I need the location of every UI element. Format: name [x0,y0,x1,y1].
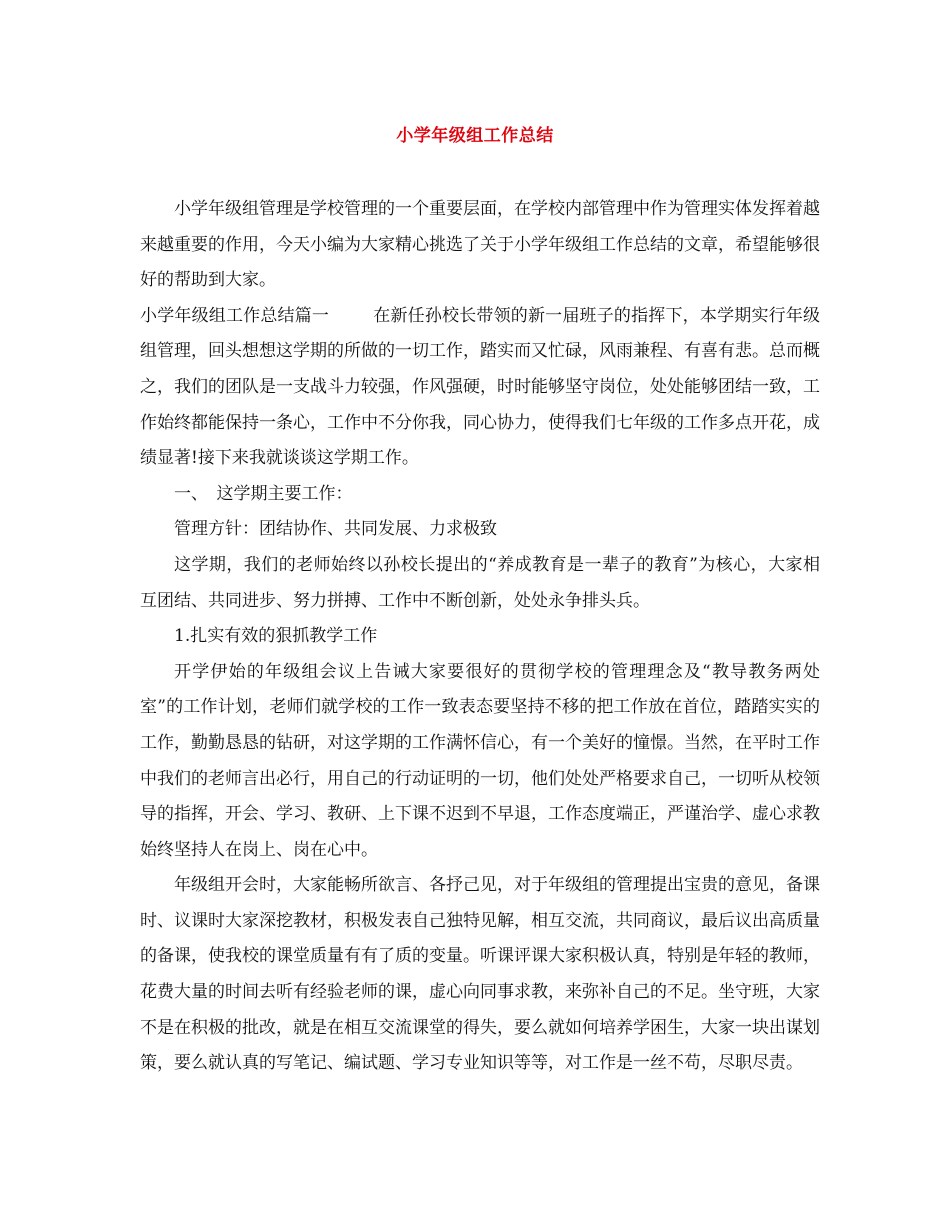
policy-line: 管理方针：团结协作、共同发展、力求极致 [174,519,497,540]
part1-text: 在新任孙校长带领的新一届班子的指挥下，本学期实行年级组管理，回头想想这学期的所做的一切工作，踏实而又忙碌，风雨兼程、有喜有悲。总而概之，我们的团队是一支战斗力较强，作风强硬，时时能够坚守岗位，处处能够团结一致，工作始终都能保持一条心，工作中不分你我，同心协力，使得我们七年级的工作多点开花，成绩显著!接下来我就谈谈这学期工作。 [140,305,821,469]
core-paragraph: 这学期，我们的老师始终以孙校长提出的“养成教育是一辈子的教育”为核心，大家相互团结、共同进步、努力拼搏、工作中不断创新，处处永争排头兵。 [140,554,820,611]
start-paragraph: 开学伊始的年级组会议上告诫大家要很好的贯彻学校的管理理念及“教导教务两处室”的工作计划，老师们就学校的工作一致表态要坚持不移的把工作放在首位，踏踏实实的工作，勤勤恳恳的钻研，对这学期的工作满怀信心，有一个美好的憧憬。当然，在平时工作中我们的老师言出必行，用自己的行动证明的一切，他们处处严格要求自己，一切听从校领导的指挥，开会、学习、教研、上下课不迟到不早退，工作态度端正，严谨治学、虚心求教始终坚持人在岗上、岗在心中。 [140,661,820,860]
part1-paragraph [140,299,820,477]
document-body [140,192,820,1082]
part1-heading: 小学年级组工作总结篇一 [140,305,330,326]
document-title: 小学年级组工作总结 [396,126,554,146]
subheading-1: 1.扎实有效的狠抓教学工作 [174,626,378,647]
intro-paragraph: 小学年级组管理是学校管理的一个重要层面，在学校内部管理中作为管理实体发挥着越来越重要的作用，今天小编为大家精心挑选了关于小学年级组工作总结的文章，希望能够很好的帮助到大家。 [140,199,820,291]
section-heading-1: 一、 这学期主要工作： [174,483,353,504]
meeting-paragraph: 年级组开会时，大家能畅所欲言、各抒己见，对于年级组的管理提出宝贵的意见，备课时、议课时大家深挖教材，积极发表自己独特见解，相互交流，共同商议，最后议出高质量的备课，使我校的课堂质量有有了质的变量。听课评课大家积极认真，特别是年轻的教师，花费大量的时间去听有经验老师的课，虚心向同事求教，来弥补自己的不足。坐守班，大家不是在积极的批改，就是在相互交流课堂的得失，要么就如何培养学困生，大家一块出谋划策，要么就认真的写笔记、编试题、学习专业知识等等，对工作是一丝不苟，尽职尽责。 [140,875,820,1074]
